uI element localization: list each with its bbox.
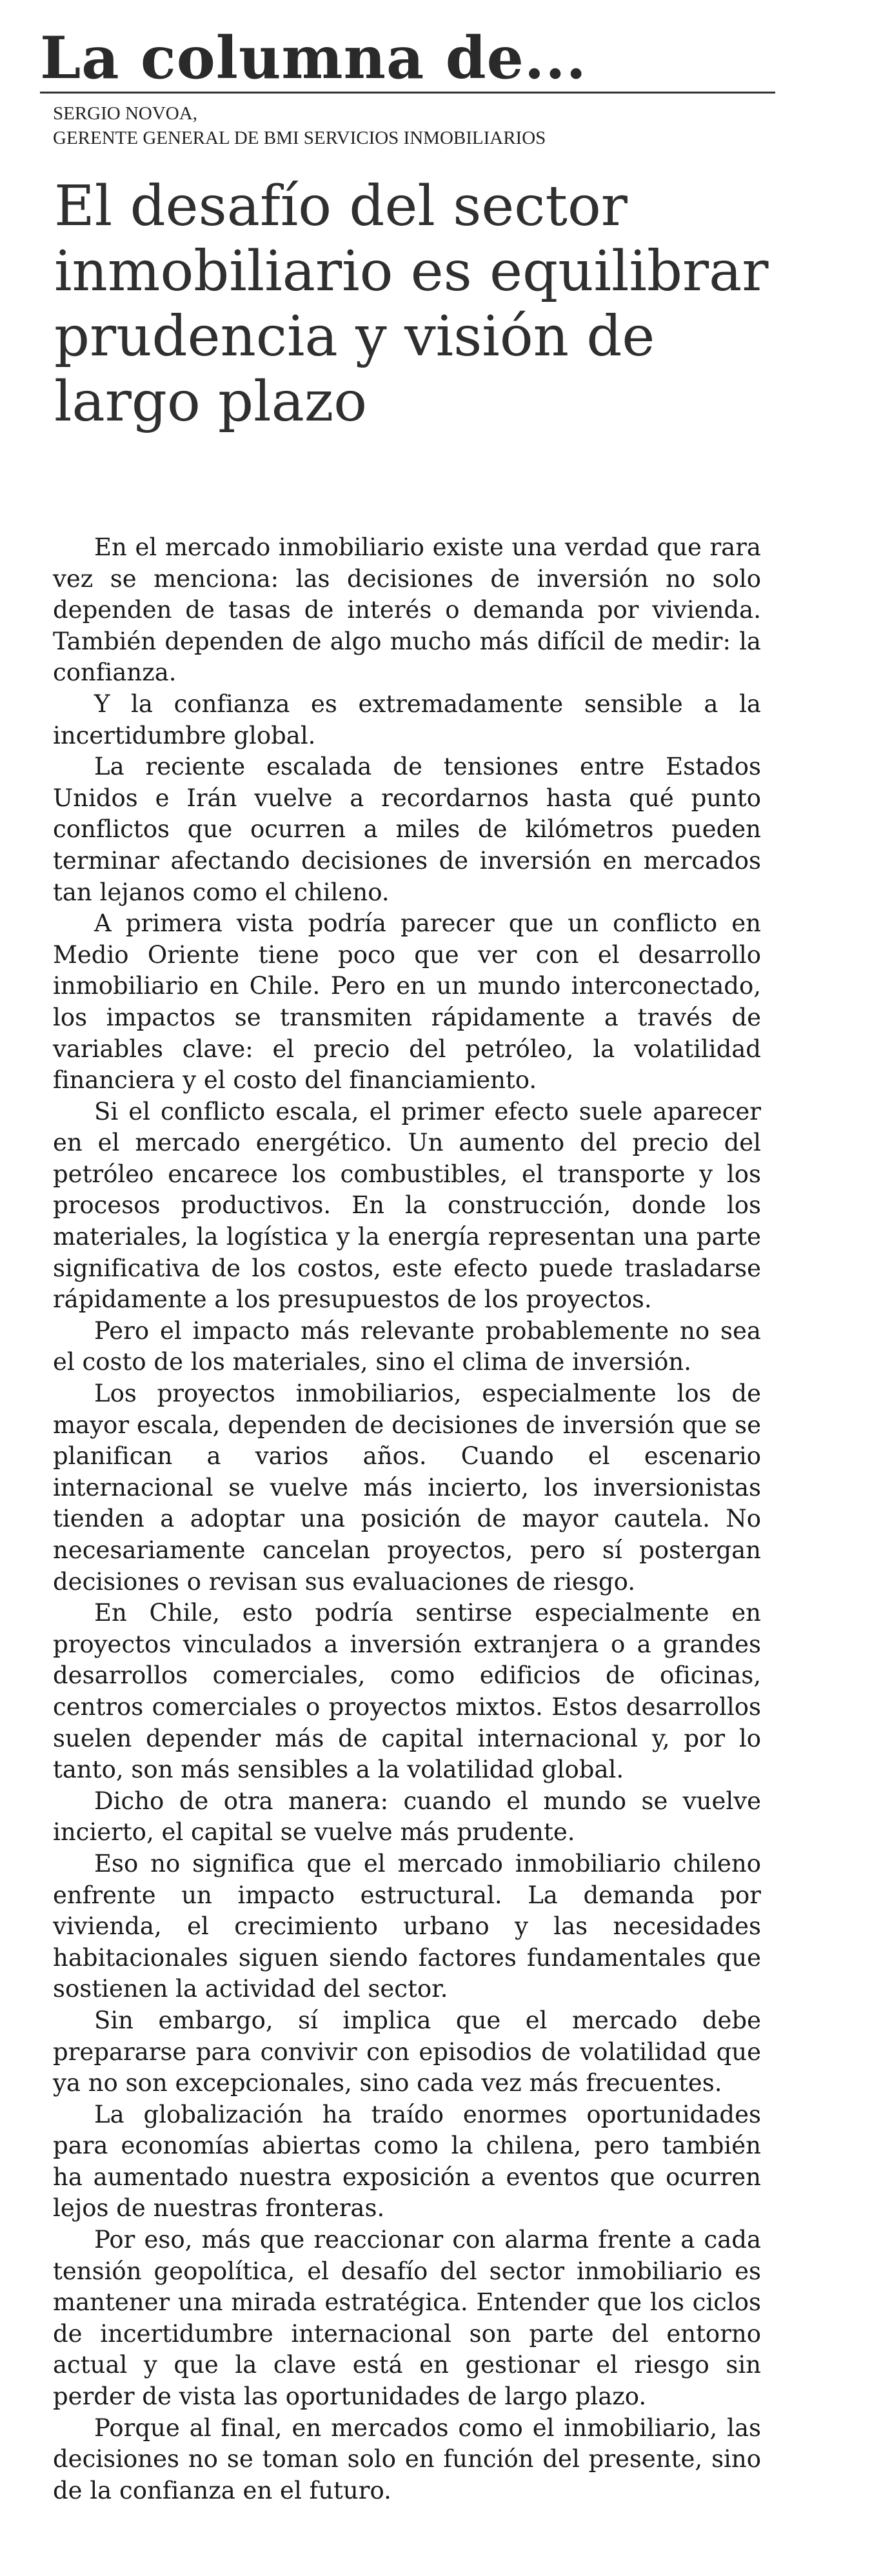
article-paragraph: Y la confianza es extremadamente sensible a la incertidumbre global. [53, 689, 761, 749]
article-paragraph: Dicho de otra manera: cuando el mundo se vuelve incierto, el capital se vuelve más prudente. [53, 1787, 761, 1847]
article-paragraph: A primera vista podría parecer que un conflicto en Medio Oriente tiene poco que ver con el desarrollo inmobiliario en Chile. Pero en un mundo interconectado, los impactos se transmiten rápidamente a través de variables clave: el precio del petróleo, la volatilidad financiera y el costo del financiamiento. [53, 909, 761, 1095]
byline [53, 101, 546, 150]
article-paragraph: En Chile, esto podría sentirse especialmente en proyectos vinculados a inversión extranjera o a grandes desarrollos comerciales, como edificios de oficinas, centros comerciales o proyectos mixtos. Estos desarrollos suelen depender más de capital internacional y, por lo tanto, son más sensibles a la volatilidad global. [53, 1599, 761, 1784]
article-paragraph: En el mercado inmobiliario existe una verdad que rara vez se menciona: las decisiones de inversión no solo dependen de tasas de interés o demanda por vivienda. También dependen de algo mucho más difícil de medir: la confianza. [53, 533, 761, 687]
article-paragraph: Pero el impacto más relevante probablemente no sea el costo de los materiales, sino el clima de inversión. [53, 1316, 761, 1376]
article-paragraph: Los proyectos inmobiliarios, especialmente los de mayor escala, dependen de decisiones de inversión que se planifican a varios años. Cuando el escenario internacional se vuelve más incierto, los inversionistas tienden a adoptar una posición de mayor cautela. No necesariamente cancelan proyectos, pero sí postergan decisiones o revisan sus evaluaciones de riesgo. [53, 1380, 761, 1596]
headline: El desafío del sector inmobiliario es equilibrar prudencia y visión de largo plazo [54, 174, 769, 434]
article-paragraph: Eso no significa que el mercado inmobiliario chileno enfrente un impacto estructural. La demanda por vivienda, el crecimiento urbano y las necesidades habitacionales siguen siendo factores fundamentales que sostienen la actividad del sector. [53, 1849, 761, 2003]
article-paragraph: Por eso, más que reaccionar con alarma frente a cada tensión geopolítica, el desafío del sector inmobiliario es mantener una mirada estratégica. Entender que los ciclos de incertidumbre internacional son parte del entorno actual y que la clave está en gestionar el riesgo sin perder de vista las oportunidades de largo plazo. [53, 2226, 761, 2411]
article-paragraph: Porque al final, en mercados como el inmobiliario, las decisiones no se toman solo en función del presente, sino de la confianza en el futuro. [53, 2413, 761, 2504]
article-paragraph: Si el conflicto escala, el primer efecto suele aparecer en el mercado energético. Un aumento del precio del petróleo encarece los combustibles, el transporte y los procesos productivos. En la construcción, donde los materiales, la logística y la energía representan una parte significativa de los costos, este efecto puede trasladarse rápidamente a los presupuestos de los proyectos. [53, 1097, 761, 1314]
author-role: GERENTE GENERAL DE BMI SERVICIOS INMOBILIARIOS [53, 128, 546, 148]
article-paragraph: Sin embargo, sí implica que el mercado debe prepararse para convivir con episodios de volatilidad que ya no son excepcionales, sino cada vez más frecuentes. [53, 2006, 761, 2097]
article-paragraph: La reciente escalada de tensiones entre Estados Unidos e Irán vuelve a recordarnos hasta qué punto conflictos que ocurren a miles de kilómetros pueden terminar afectando decisiones de inversión en mercados tan lejanos como el chileno. [53, 753, 761, 906]
article-body [53, 532, 761, 2506]
column-header [40, 25, 775, 94]
author-name: SERGIO NOVOA, [53, 103, 197, 124]
section-label: La columna de... [40, 24, 587, 92]
article-paragraph: La globalización ha traído enormes oportunidades para economías abiertas como la chilena, pero también ha aumentado nuestra exposición a eventos que ocurren lejos de nuestras fronteras. [53, 2100, 761, 2223]
